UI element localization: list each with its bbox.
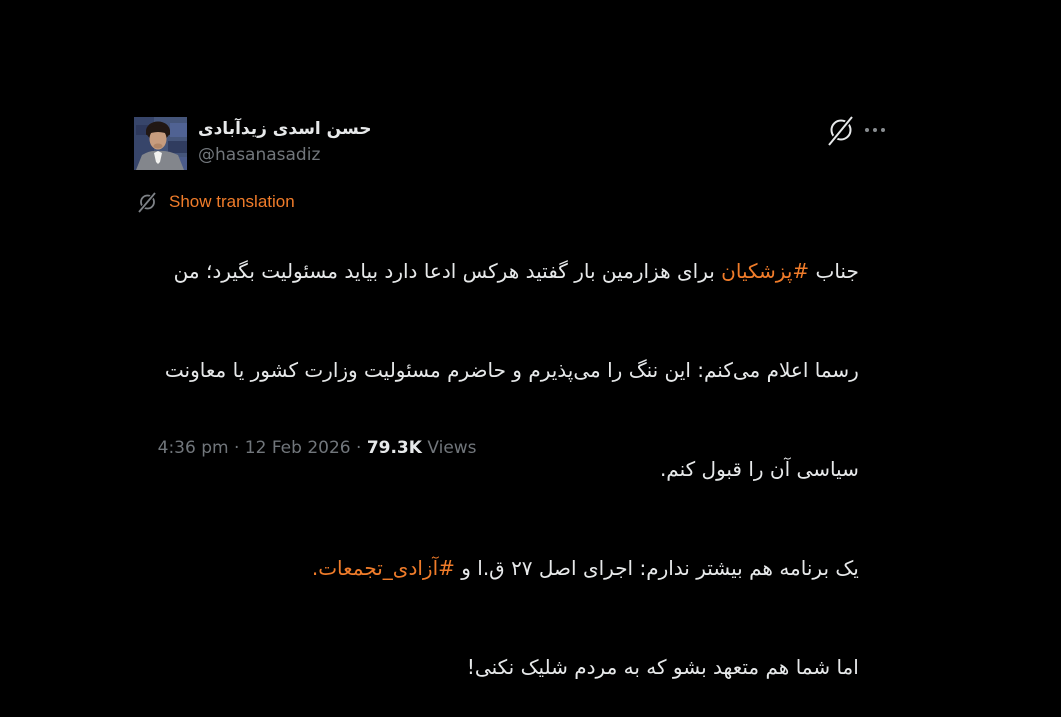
hashtag-azadi-tajamoat[interactable]: #آزادی_تجمعات: [318, 556, 455, 580]
tweet-text-segment: برای هزارمین بار گفتید هرکس ادعا دارد بیاید مسئولیت بگیرد؛ من: [173, 259, 722, 283]
views-label: Views: [421, 438, 477, 458]
tweet-line-2: [140, 321, 897, 420]
hashtag-pezeshkian[interactable]: #پزشکیان: [721, 259, 810, 283]
display-name[interactable]: حسن اسدی زیدآبادی: [198, 119, 372, 139]
tweet-text-segment: رسما اعلام می‌کنم: این ننگ را می‌پذیرم و حاضرم مسئولیت وزارت کشور یا معاونت: [164, 358, 859, 382]
tweet-timestamp: [136, 412, 477, 484]
views-count: 79.3K: [366, 438, 422, 458]
grok-button[interactable]: [823, 111, 859, 151]
show-translation-label: Show translation: [169, 192, 295, 211]
separator-dot: ·: [228, 438, 245, 458]
show-translation-button[interactable]: [136, 189, 295, 215]
separator-dot: ·: [350, 438, 367, 458]
tweet-text-segment: جناب: [809, 259, 859, 283]
tweet-text-segment: سیاسی آن را قبول کنم.: [659, 457, 859, 481]
tweet-date: 12 Feb 2026: [244, 438, 351, 458]
user-handle[interactable]: @hasanasadiz: [198, 145, 321, 165]
more-icon: [860, 116, 890, 144]
avatar[interactable]: [134, 117, 187, 170]
more-button[interactable]: [860, 116, 890, 144]
grok-icon: [823, 111, 859, 151]
tweet-text-segment: اما شما هم متعهد بشو که به مردم شلیک نکنی!: [466, 655, 859, 679]
grok-translate-icon: [136, 190, 159, 215]
tweet-line-4: [140, 519, 897, 618]
tweet-line-1: [140, 222, 897, 321]
tweet-text-segment: .: [311, 556, 319, 580]
tweet-time: 4:36 pm: [157, 438, 229, 458]
tweet-text-segment: یک برنامه هم بیشتر ندارم: اجرای اصل ۲۷ ق.ا و: [454, 556, 859, 580]
user-block: [198, 116, 372, 168]
tweet-line-5: [140, 618, 897, 717]
avatar-photo: [134, 117, 187, 170]
